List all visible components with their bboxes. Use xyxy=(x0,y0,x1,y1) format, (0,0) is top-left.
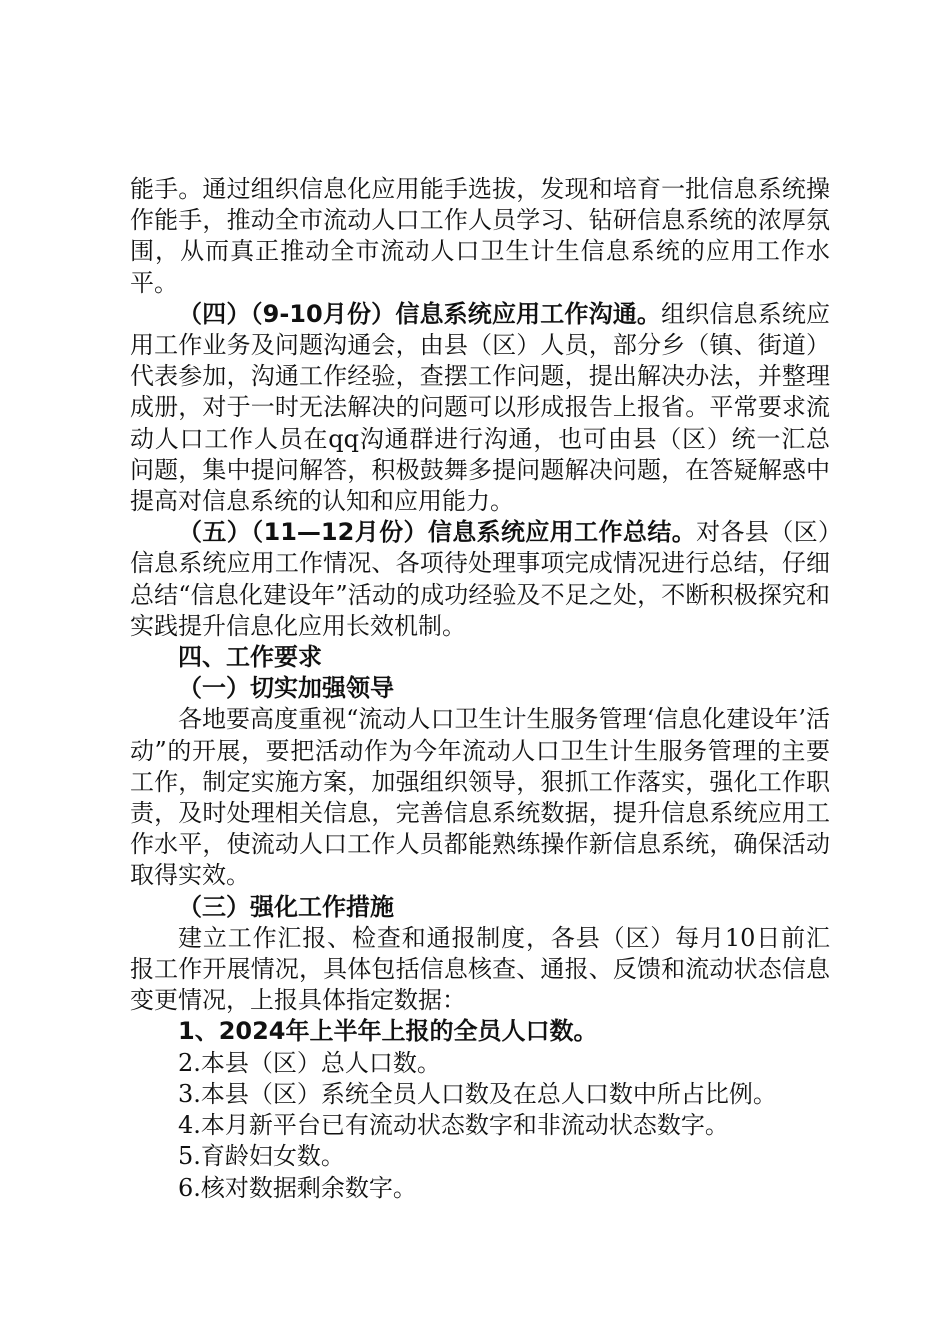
summary-heading: （五）（11—12月份）信息系统应用工作总结。 xyxy=(178,518,697,547)
list-item-3: 3.本县（区）系统全员人口数及在总人口数中所占比例。 xyxy=(178,1079,777,1108)
list-item-2: 2.本县（区）总人口数。 xyxy=(178,1048,441,1077)
paragraph-summary xyxy=(130,517,830,642)
paragraph-measures: 建立工作汇报、检查和通报制度，各县（区）每月10日前汇报工作开展情况，具体包括信息核查、通报、反馈和流动状态信息变更情况，上报具体指定数据： xyxy=(130,923,830,1015)
list-item-1: 1、2024年上半年上报的全员人口数。 xyxy=(178,1017,598,1046)
list-item-5: 5.育龄妇女数。 xyxy=(178,1142,345,1171)
list-item-6: 6.核对数据剩余数字。 xyxy=(178,1173,417,1202)
subheading-measures: （三）强化工作措施 xyxy=(178,892,394,921)
document-page xyxy=(130,174,830,1204)
communication-heading: （四）（9-10月份）信息系统应用工作沟通。 xyxy=(178,299,662,328)
section-heading-requirements: 四、工作要求 xyxy=(178,643,322,672)
summary-body: 对各县（区）信息系统应用工作情况、各项待处理事项完成情况进行总结，仔细总结“信息化建设年”活动的成功经验及不足之处，不断积极探究和实践提升信息化应用长效机制。 xyxy=(130,518,831,640)
list-item-4: 4.本月新平台已有流动状态数字和非流动状态数字。 xyxy=(178,1111,729,1140)
communication-body: 组织信息系统应用工作业务及问题沟通会，由县（区）人员，部分乡（镇、街道）代表参加，沟通工作经验，查摆工作问题，提出解决办法，并整理成册，对于一时无法解决的问题可以形成报告上报省。平常要求流动人口工作人员在qq沟通群进行沟通，也可由县（区）统一汇总问题，集中提问解答，积极鼓舞多提问题解决问题，在答疑解惑中提高对信息系统的认知和应用能力。 xyxy=(130,299,831,516)
subheading-leadership: （一）切实加强领导 xyxy=(178,674,394,703)
paragraph-communication xyxy=(130,299,830,517)
paragraph-training: 能手。通过组织信息化应用能手选拔，发现和培育一批信息系统操作能手，推动全市流动人口工作人员学习、钻研信息系统的浓厚氛围，从而真正推动全市流动人口卫生计生信息系统的应用工作水平。 xyxy=(130,175,830,297)
paragraph-leadership: 各地要高度重视“流动人口卫生计生服务管理‘信息化建设年’活动”的开展，要把活动作为今年流动人口卫生计生服务管理的主要工作，制定实施方案，加强组织领导，狠抓工作落实，强化工作职责，及时处理相关信息，完善信息系统数据，提升信息系统应用工作水平，使流动人口工作人员都能熟练操作新信息系统，确保活动取得实效。 xyxy=(130,705,830,890)
